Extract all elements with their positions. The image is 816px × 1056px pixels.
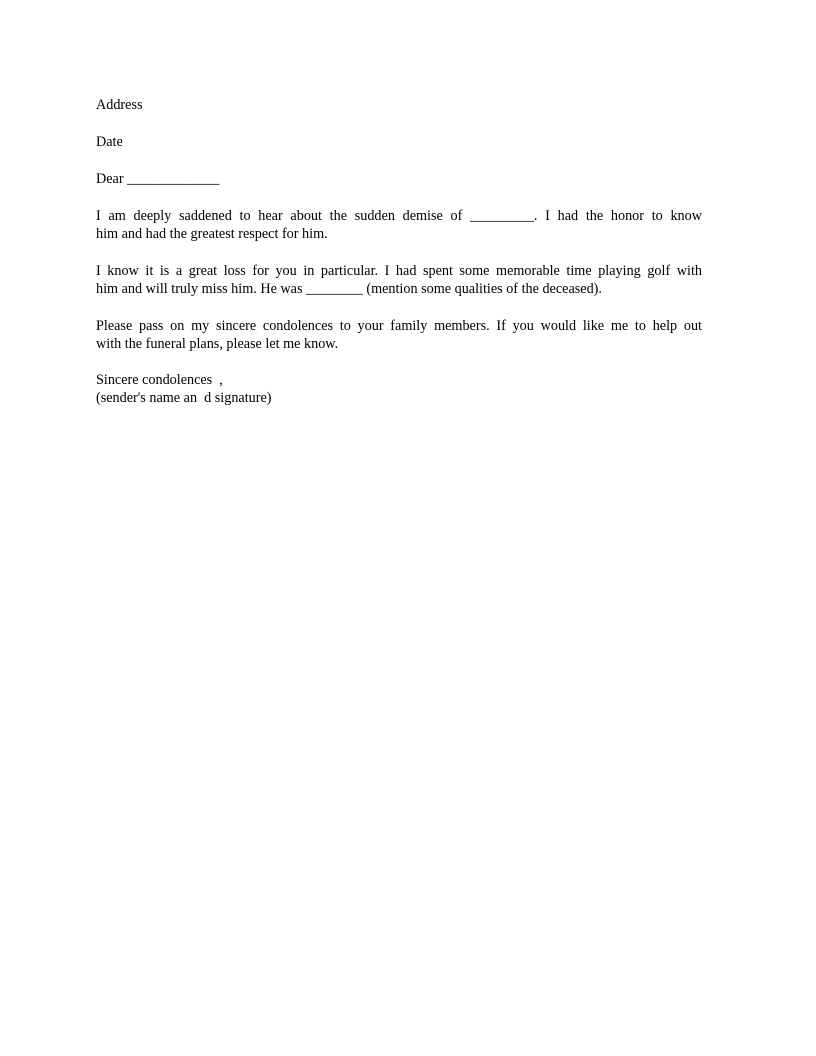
address-placeholder: Address [96,97,143,113]
date-placeholder: Date [96,134,123,150]
paragraph-line: I am deeply saddened to hear about the sudden demise of _________. I had the honor to know [96,208,702,224]
closing: Sincere condolences , [96,372,223,389]
signature-placeholder: (sender's name an d signature) [96,390,272,407]
letter-body [96,96,702,407]
paragraph-line: Please pass on my sincere condolences to your family members. If you would like me to help out [96,317,702,334]
paragraph-line: I know it is a great loss for you in particular. I had spent some memorable time playing golf with [96,262,702,279]
paragraph-line: him and had the greatest respect for him. [96,226,328,243]
paragraph-line: him and will truly miss him. He was ________ (mention some qualities of the deceased). [96,281,602,298]
paragraph-line: with the funeral plans, please let me know. [96,336,339,353]
paragraph-condolence-intro [96,207,702,244]
salutation: Dear _____________ [96,171,220,187]
paragraph-personal-memory [96,262,702,299]
paragraph-offer-help [96,317,702,354]
